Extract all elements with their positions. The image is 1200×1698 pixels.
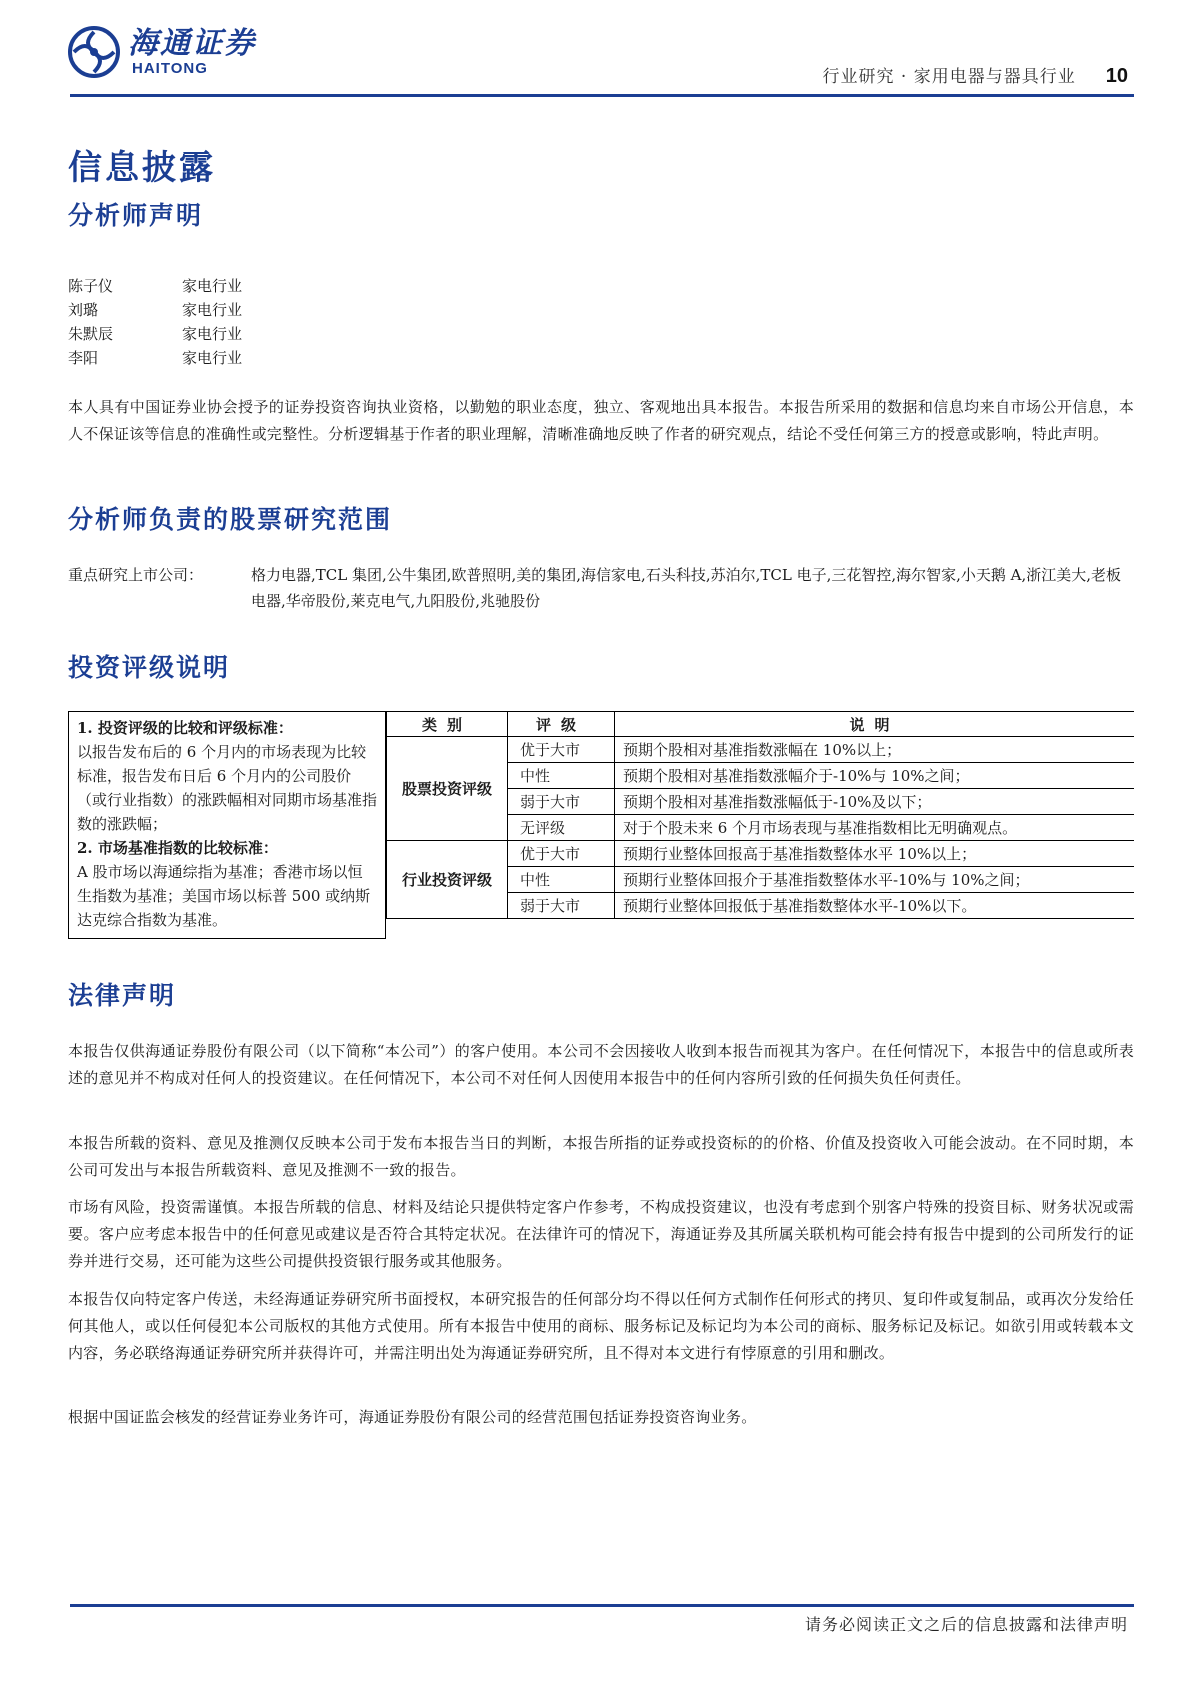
- legal-paragraph-4: 本报告仅向特定客户传送，未经海通证券研究所书面授权，本研究报告的任何部分均不得以任何方式制作任何形式的拷贝、复印件或复制品，或再次分发给任何其他人，或以任何侵犯本公司版权的其他方式使用。所有本报告中使用的商标、服务标记及标记均为本公司的商标、服务标记及标记。如欲引用或转载本文内容，务必联络海通证券研究所并获得许可，并需注明出处为海通证券研究所，且不得对本文进行有悖原意的引用和删改。: [68, 1290, 1134, 1362]
- description-cell: 预期行业整体回报高于基准指数整体水平 10%以上；: [615, 841, 1135, 867]
- stock-rating-category: 股票投资评级: [387, 737, 508, 841]
- rating-table-header: [387, 712, 1135, 737]
- header-info: [823, 62, 1128, 88]
- haitong-logo-icon: [68, 26, 120, 78]
- analyst-sector: 家电行业: [182, 325, 243, 343]
- description-cell: 预期个股相对基准指数涨幅介于-10%与 10%之间；: [615, 763, 1135, 789]
- legal-paragraph-2: 本报告所载的资料、意见及推测仅反映本公司于发布本报告当日的判断，本报告所指的证券或投资标的的价格、价值及投资收入可能会波动。在不同时期，本公司可发出与本报告所载资料、意见及推测不一致的报告。: [68, 1134, 1134, 1179]
- description-cell: 预期行业整体回报介于基准指数整体水平-10%与 10%之间；: [615, 867, 1135, 893]
- rating-table: [386, 711, 1134, 919]
- header-section: 行业研究 · 家用电器与器具行业: [822, 67, 1076, 87]
- analyst-sector: 家电行业: [182, 277, 243, 295]
- analyst-row: [68, 274, 242, 298]
- analyst-statement-text: 本人具有中国证券业协会授予的证券投资咨询执业资格，以勤勉的职业态度，独立、客观地出具本报告。本报告所采用的数据和信息均来自市场公开信息，本人不保证该等信息的准确性或完整性。分析逻辑基于作者的职业理解，清晰准确地反映了作者的研究观点，结论不受任何第三方的授意或影响，特此声明。: [68, 398, 1134, 443]
- legal-paragraph-5: 根据中国证监会核发的经营证券业务许可，海通证券股份有限公司的经营范围包括证券投资咨询业务。: [68, 1408, 757, 1426]
- analyst-statement-heading: 分析师声明: [68, 201, 204, 230]
- table-row: [387, 737, 1135, 763]
- analyst-name: 李阳: [68, 349, 99, 367]
- analyst-list: [68, 274, 242, 370]
- grade-cell: 中性: [508, 867, 615, 893]
- page-number: 10: [1105, 65, 1128, 87]
- grade-cell: 优于大市: [508, 841, 615, 867]
- haitong-logo: [68, 26, 256, 78]
- grade-cell: 弱于大市: [508, 789, 615, 815]
- column-header-grade: 评级: [508, 712, 615, 737]
- description-cell: 预期个股相对基准指数涨幅低于-10%及以下；: [615, 789, 1135, 815]
- footer-divider: [70, 1604, 1134, 1607]
- analyst-name: 刘璐: [68, 301, 99, 319]
- analyst-row: [68, 322, 242, 346]
- legal-paragraph-3: 市场有风险，投资需谨慎。本报告所载的信息、材料及结论只提供特定客户作参考，不构成投资建议，也没有考虑到个别客户特殊的投资目标、财务状况或需要。客户应考虑本报告中的任何意见或建议是否符合其特定状况。在法律许可的情况下，海通证券及其所属关联机构可能会持有报告中提到的公司所发行的证券并进行交易，还可能为这些公司提供投资银行服务或其他服务。: [68, 1198, 1134, 1270]
- column-header-description: 说明: [615, 712, 1135, 737]
- rating-criteria-subtitle-2: 2. 市场基准指数的比较标准：: [77, 839, 278, 857]
- column-header-category: 类别: [387, 712, 508, 737]
- industry-rating-category: 行业投资评级: [387, 841, 508, 919]
- logo-chinese-name: 海通证券: [128, 26, 256, 61]
- legal-heading: 法律声明: [68, 981, 177, 1010]
- logo-english-name: HAITONG: [132, 60, 208, 77]
- description-cell: 对于个股未来 6 个月市场表现与基准指数相比无明确观点。: [615, 815, 1135, 841]
- rating-criteria-text-2: A 股市场以海通综指为基准；香港市场以恒生指数为基准；美国市场以标普 500 或纳斯达克综合指数为基准。: [77, 863, 371, 929]
- coverage-label: 重点研究上市公司：: [68, 566, 204, 584]
- grade-cell: 中性: [508, 763, 615, 789]
- grade-cell: 无评级: [508, 815, 615, 841]
- analyst-sector: 家电行业: [182, 349, 243, 367]
- rating-criteria-subtitle-1: 1. 投资评级的比较和评级标准：: [77, 719, 293, 737]
- table-row: [387, 841, 1135, 867]
- coverage-heading: 分析师负责的股票研究范围: [68, 505, 393, 534]
- header-divider: [70, 94, 1134, 97]
- rating-criteria: [68, 711, 386, 939]
- description-cell: 预期行业整体回报低于基准指数整体水平-10%以下。: [615, 893, 1135, 919]
- coverage-block: [68, 562, 1134, 614]
- rating-section: [68, 711, 1134, 941]
- grade-cell: 优于大市: [508, 737, 615, 763]
- analyst-name: 朱默辰: [68, 325, 114, 343]
- footer-disclaimer: 请务必阅读正文之后的信息披露和法律声明: [804, 1615, 1128, 1634]
- description-cell: 预期个股相对基准指数涨幅在 10%以上；: [615, 737, 1135, 763]
- rating-heading: 投资评级说明: [68, 653, 231, 682]
- analyst-sector: 家电行业: [182, 301, 243, 319]
- analyst-name: 陈子仪: [68, 277, 114, 295]
- coverage-companies: 格力电器,TCL 集团,公牛集团,欧普照明,美的集团,海信家电,石头科技,苏泊尔,TCL 电子,三花智控,海尔智家,小天鹅 A,浙江美大,老板电器,华帝股份,莱克电气,九阳股份,兆驰股份: [251, 566, 1122, 610]
- page-title: 信息披露: [68, 148, 216, 188]
- analyst-row: [68, 298, 242, 322]
- legal-paragraph-1: 本报告仅供海通证券股份有限公司（以下简称“本公司”）的客户使用。本公司不会因接收人收到本报告而视其为客户。在任何情况下，本报告中的信息或所表述的意见并不构成对任何人的投资建议。在任何情况下，本公司不对任何人因使用本报告中的任何内容所引致的任何损失负任何责任。: [68, 1042, 1134, 1087]
- analyst-row: [68, 346, 242, 370]
- grade-cell: 弱于大市: [508, 893, 615, 919]
- rating-criteria-text-1: 以报告发布后的 6 个月内的市场表现为比较标准，报告发布日后 6 个月内的公司股价（或行业指数）的涨跌幅相对同期市场基准指数的涨跌幅；: [77, 743, 378, 833]
